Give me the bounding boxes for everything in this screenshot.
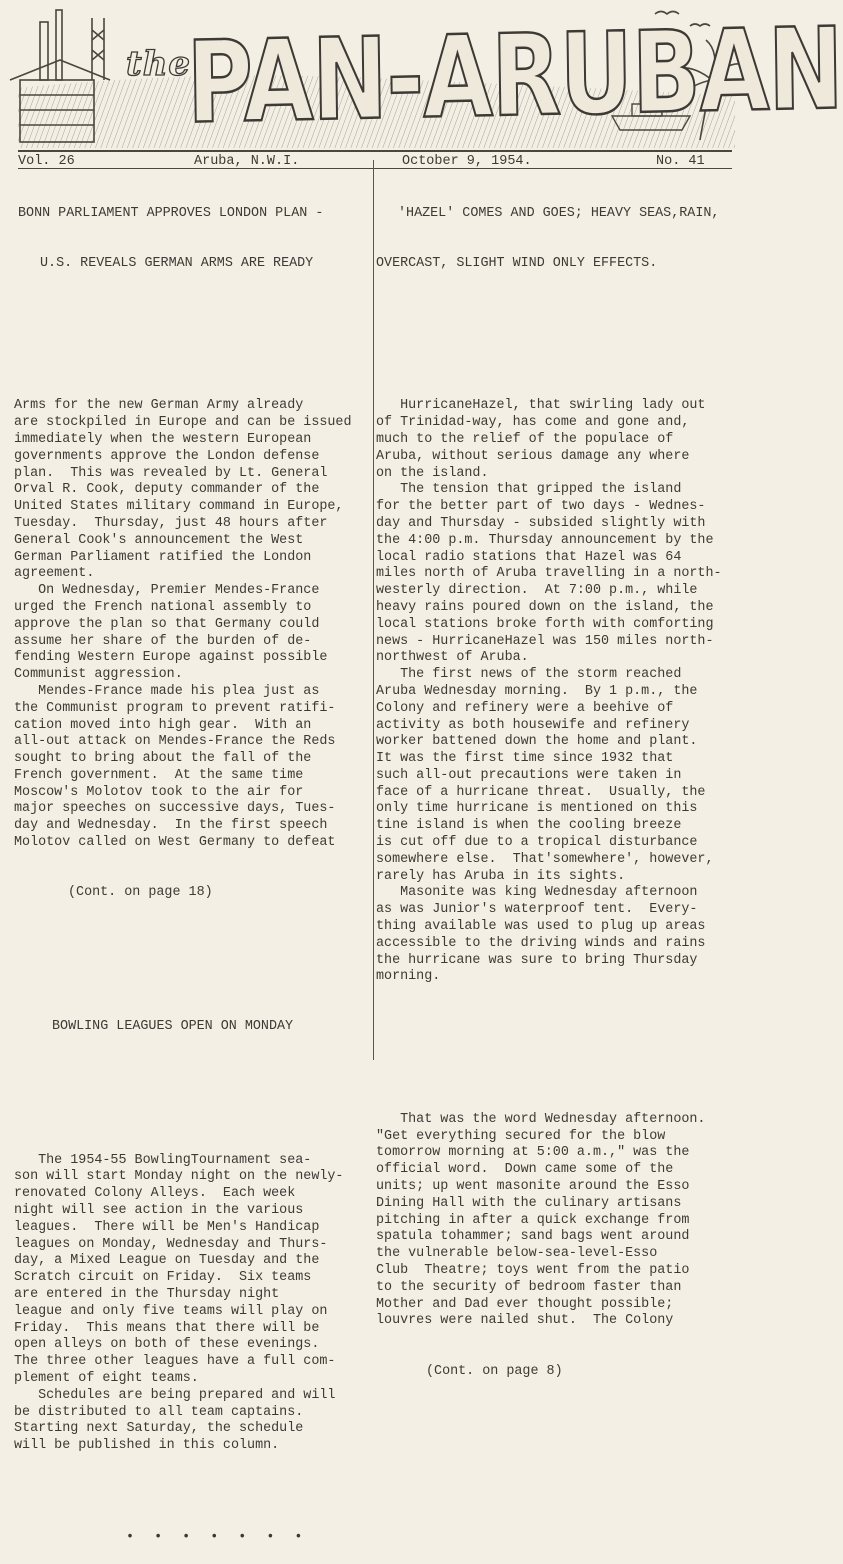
article-line: Tuesday. Thursday, just 48 hours after — [14, 515, 328, 531]
article-line: pitching in after a quick exchange from — [376, 1212, 690, 1228]
article-line: will be published in this column. — [14, 1438, 280, 1454]
article-line: sought to bring about the fall of the — [14, 751, 312, 767]
article-line: rarely has Aruba in its sights. — [376, 868, 626, 884]
article-line: units; up went masonite around the Esso — [376, 1179, 690, 1195]
hazel-headline-2: OVERCAST, SLIGHT WIND ONLY EFFECTS. — [376, 255, 658, 271]
article-line: agreement. — [14, 566, 95, 582]
article-line: renovated Colony Alleys. Each week — [14, 1186, 296, 1202]
article-line: tine island is when the cooling breeze — [376, 818, 682, 834]
column-divider — [373, 160, 374, 1060]
article-line: day and Thursday - subsided slightly with — [376, 515, 706, 531]
article-line: thing available was used to plug up areas — [376, 919, 706, 935]
article-line: somewhere else. That'somewhere', however, — [376, 851, 714, 867]
article-line: to the security of bedroom faster than — [376, 1279, 682, 1295]
dateline-rule — [18, 168, 732, 169]
article-line: such all-out precautions were taken in — [376, 767, 682, 783]
article-line: as was Junior's waterproof tent. Every- — [376, 902, 698, 918]
issue-number: No. 41 — [656, 154, 705, 169]
article-line: spatula tohammer; sand bags went around — [376, 1229, 690, 1245]
article-line: On Wednesday, Premier Mendes-France — [14, 583, 320, 599]
bowling-article-body — [14, 1153, 366, 1455]
article-line: The three other leagues have a full com- — [14, 1354, 336, 1370]
article-line: official word. Down came some of the — [376, 1162, 674, 1178]
article-line: Schedules are being prepared and will — [14, 1387, 336, 1403]
article-line: Aruba, without serious damage any where — [376, 448, 690, 464]
hazel-article-body — [376, 398, 736, 986]
article-line: for the better part of two days - Wednes- — [376, 499, 706, 515]
masthead-the: the — [126, 44, 192, 84]
article-line: major speeches on successive days, Tues- — [14, 801, 336, 817]
article-line: face of a hurricane threat. Usually, the — [376, 784, 706, 800]
article-line: activity as both housewife and refinery — [376, 717, 690, 733]
article-line: governments approve the London defense — [14, 448, 320, 464]
article-line: German Parliament ratified the London — [14, 549, 312, 565]
hazel-article-body-2 — [376, 1112, 736, 1330]
article-line: The tension that gripped the island — [376, 482, 682, 498]
article-line: the hurricane was sure to bring Thursday — [376, 952, 698, 968]
right-column — [376, 172, 736, 1397]
article-line: leagues. There will be Men's Handicap — [14, 1219, 320, 1235]
article-line: "Get everything secured for the blow — [376, 1128, 666, 1144]
article-line: Scratch circuit on Friday. Six teams — [14, 1270, 312, 1286]
article-line: approve the plan so that Germany could — [14, 616, 320, 632]
article-line: Dining Hall with the culinary artisans — [376, 1195, 682, 1211]
article-line: northwest of Aruba. — [376, 650, 529, 666]
bonn-headline-1: BONN PARLIAMENT APPROVES LONDON PLAN - — [18, 205, 324, 221]
issue-date: October 9, 1954. — [402, 154, 532, 169]
article-line: French government. At the same time — [14, 767, 304, 783]
article-line: leagues on Monday, Wednesday and Thurs- — [14, 1236, 328, 1252]
volume: Vol. 26 — [18, 154, 75, 169]
article-line: westerly direction. At 7:00 p.m., while — [376, 583, 698, 599]
article-line: Friday. This means that there will be — [14, 1320, 320, 1336]
article-line: accessible to the driving winds and rains — [376, 935, 706, 951]
article-line: are entered in the Thursday night — [14, 1287, 280, 1302]
bonn-continued: (Cont. on page 18) — [68, 885, 213, 901]
article-line: miles north of Aruba travelling in a north- — [376, 566, 722, 582]
bonn-article-body — [14, 398, 366, 852]
article-line: louvres were nailed shut. The Colony — [376, 1313, 674, 1329]
article-line: morning. — [376, 969, 441, 985]
article-line: General Cook's announcement the West — [14, 532, 304, 548]
article-line: urged the French national assembly to — [14, 599, 312, 615]
article-line: Mendes-France made his plea just as — [14, 683, 320, 699]
article-line: Moscow's Molotov took to the air for — [14, 784, 304, 800]
article-line: plan. This was revealed by Lt. General — [14, 465, 328, 481]
article-line: son will start Monday night on the newly- — [14, 1169, 344, 1185]
article-line: assume her share of the burden of de- — [14, 633, 312, 649]
article-line: Communist aggression. — [14, 667, 183, 683]
article-line: That was the word Wednesday afternoon. — [376, 1111, 706, 1127]
article-line: all-out attack on Mendes-France the Reds — [14, 734, 336, 750]
article-line: the 4:00 p.m. Thursday announcement by the — [376, 532, 714, 548]
hazel-headline-1: 'HAZEL' COMES AND GOES; HEAVY SEAS,RAIN, — [398, 205, 720, 221]
masthead — [0, 0, 843, 150]
hazel-continued: (Cont. on page 8) — [426, 1363, 563, 1379]
article-line: of Trinidad-way, has come and gone and, — [376, 415, 690, 431]
article-line: Starting next Saturday, the schedule — [14, 1421, 304, 1437]
article-line: open alleys on both of these evenings. — [14, 1337, 320, 1353]
article-line: Colony and refinery were a beehive of — [376, 700, 674, 716]
article-line: United States military command in Europe, — [14, 499, 344, 515]
article-line: Molotov called on West Germany to defeat — [14, 835, 336, 851]
article-line: the vulnerable below-sea-level-Esso — [376, 1246, 658, 1262]
article-line: HurricaneHazel, that swirling lady out — [376, 398, 706, 414]
article-line: league and only five teams will play on — [14, 1303, 328, 1319]
article-line: Club Theatre; toys went from the patio — [376, 1263, 690, 1278]
article-line: is cut off due to a tropical disturbance — [376, 835, 698, 851]
article-line: worker battened down the home and plant. — [376, 734, 698, 750]
article-line: night will see action in the various — [14, 1203, 304, 1219]
article-line: It was the first time since 1932 that — [376, 751, 674, 767]
article-line: Arms for the new German Army already — [14, 398, 304, 414]
article-line: be distributed to all team captains. — [14, 1404, 304, 1420]
article-line: are stockpiled in Europe and can be issued — [14, 415, 352, 431]
article-line: news - HurricaneHazel was 150 miles north- — [376, 633, 714, 649]
article-line: Mother and Dad ever thought possible; — [376, 1296, 674, 1312]
article-line: fending Western Europe against possible — [14, 650, 328, 666]
article-line: the Communist program to prevent ratifi- — [14, 700, 336, 716]
article-line: The first news of the storm reached — [376, 667, 682, 683]
article-line: only time hurricane is mentioned on this — [376, 801, 698, 817]
article-line: The 1954-55 BowlingTournament sea- — [14, 1152, 312, 1168]
article-line: local stations broke forth with comforting — [376, 616, 714, 632]
article-line: cation moved into high gear. With an — [14, 717, 312, 733]
article-line: Masonite was king Wednesday afternoon — [376, 885, 698, 901]
article-line: Orval R. Cook, deputy commander of the — [14, 482, 320, 498]
separator-dots: • • • • • • • — [126, 1530, 309, 1546]
article-line: tomorrow morning at 5:00 a.m.," was the — [376, 1145, 690, 1161]
bowling-headline: BOWLING LEAGUES OPEN ON MONDAY — [52, 1019, 294, 1035]
article-line: on the island. — [376, 465, 489, 481]
article-line: day and Wednesday. In the first speech — [14, 818, 328, 834]
article-line: day, a Mixed League on Tuesday and the — [14, 1253, 320, 1269]
article-line: Aruba Wednesday morning. By 1 p.m., the — [376, 683, 698, 699]
article-line: local radio stations that Hazel was 64 — [376, 549, 682, 565]
left-column — [14, 172, 366, 1564]
bonn-headline-2: U.S. REVEALS GERMAN ARMS ARE READY — [40, 255, 314, 271]
place: Aruba, N.W.I. — [194, 154, 300, 169]
article-line: much to the relief of the populace of — [376, 431, 674, 447]
article-line: immediately when the western European — [14, 431, 312, 447]
masthead-title: PAN-ARUBAN — [186, 3, 843, 150]
article-line: plement of eight teams. — [14, 1370, 199, 1386]
article-line: heavy rains poured down on the island, the — [376, 599, 714, 615]
